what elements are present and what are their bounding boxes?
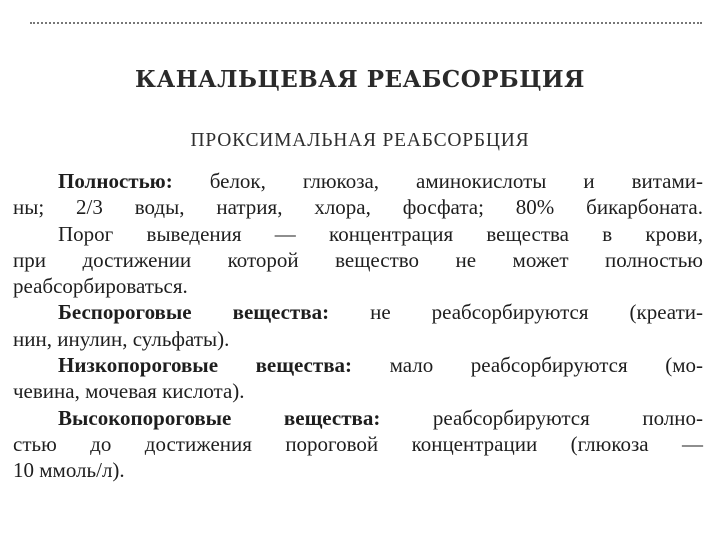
text-line [13,247,703,273]
top-dotted-rule [30,22,702,24]
line-text: мало реабсорбируются (мо- [352,353,703,378]
text-line [13,194,703,220]
line-text: белок, глюкоза, аминокислоты и витами- [172,169,703,193]
line-text: Порог выведения — концентрация вещества в крови, [58,221,703,246]
line-text: нин, инулин, сульфаты). [13,326,230,351]
line-text: 10 ммоль/л). [13,458,125,483]
line-text: чевина, мочевая кислота). [13,379,245,404]
term-bold: Беспороговые вещества: [58,300,330,325]
line-text: стью до достижения пороговой концентрации (глюкоза — [13,431,703,456]
text-line [13,405,703,431]
body-text [13,168,703,484]
page-title: КАНАЛЬЦЕВАЯ РЕАБСОРБЦИЯ [135,66,585,93]
term-bold: Низкопороговые вещества: [58,353,353,378]
text-line [13,326,703,352]
term-bold: Полностью: [58,169,173,193]
line-text: при достижении которой вещество не может полностью [13,247,703,272]
line-text: реабсорбироваться. [13,274,188,299]
text-line [13,168,703,194]
text-line [13,352,703,378]
section-subtitle: ПРОКСИМАЛЬНАЯ РЕАБСОРБЦИЯ [190,130,530,151]
text-line [13,221,703,247]
text-line [13,457,703,483]
line-text: не реабсорбируются (креати- [329,300,703,325]
text-line [13,378,703,404]
text-line [13,273,703,299]
line-text: ны; 2/3 воды, натрия, хлора, фосфата; 80% бикарбоната. [13,195,703,220]
text-line [13,431,703,457]
text-line [13,299,703,325]
line-text: реабсорбируются полно- [380,405,703,430]
term-bold: Высокопороговые вещества: [58,405,381,430]
